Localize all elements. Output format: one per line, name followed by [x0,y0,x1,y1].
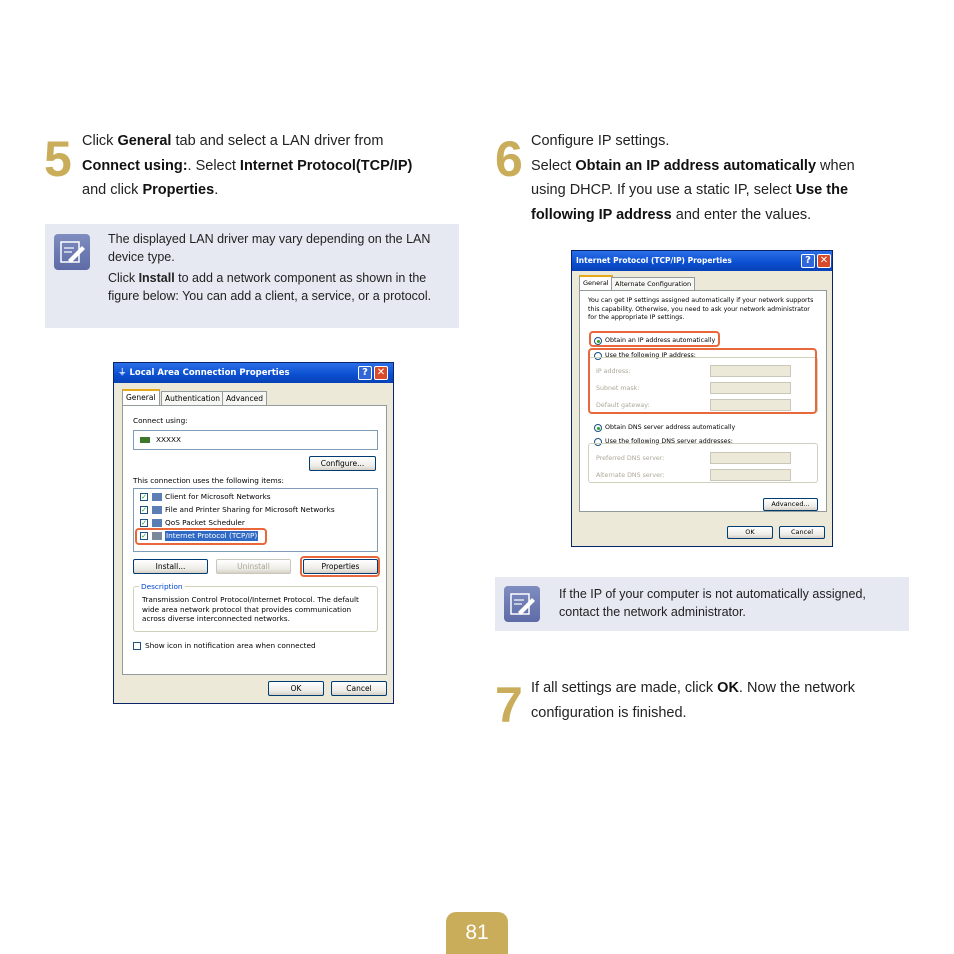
network-icon: ⏚ [118,368,130,378]
cancel-button[interactable]: Cancel [779,526,825,539]
configure-button[interactable]: Configure... [309,456,376,471]
intro-text: You can get IP settings assigned automatically if your network supports this capability. Otherwise, you need to ask your network administrator for the appropriate IP settings. [588,297,814,321]
properties-button[interactable]: Properties [303,559,378,574]
printer-icon [152,506,162,514]
tab-authentication[interactable]: Authentication [161,391,224,405]
note-text [108,231,443,309]
text: . Select [187,157,240,174]
item-checkbox[interactable]: ✓ [141,493,147,501]
step-number-7: 7 [495,677,521,733]
text-bold: Internet Protocol(TCP/IP) [239,157,413,174]
text-bold: Connect using: [82,157,188,174]
adapter-icon [140,437,150,443]
show-icon-checkbox[interactable] [133,642,141,650]
close-button[interactable]: ✕ [817,254,831,268]
tcpip-properties-dialog [571,250,833,547]
text-bold: Use the [795,182,849,198]
tab-general[interactable]: General [122,389,160,405]
cancel-button[interactable]: Cancel [331,681,387,696]
text-bold: Install [138,271,175,285]
note-paragraph [108,270,443,305]
text-bold: OK [717,680,739,696]
alternate-dns-label: Alternate DNS server: [596,472,665,479]
connect-using-label: Connect using: [133,416,188,425]
list-item[interactable]: Client for Microsoft Networks [165,492,271,501]
preferred-dns-field [710,452,791,464]
description-text: Transmission Control Protocol/Internet Protocol. The default wide area network protocol that provides communication across diverse interconnected networks. [142,595,359,623]
adapter-field[interactable] [133,430,378,450]
ok-button[interactable]: OK [268,681,324,696]
description-group [133,582,378,632]
scheduler-icon [152,519,162,527]
uninstall-button: Uninstall [216,559,291,574]
text: configuration is finished. [531,704,687,721]
tab-alternate-configuration[interactable]: Alternate Configuration [611,277,695,291]
text: Click [108,271,139,285]
page-number: 81 [446,912,508,954]
dialog-titlebar[interactable] [572,251,832,271]
note-pencil-icon [504,586,540,622]
obtain-dns-radio[interactable] [594,424,602,432]
tab-general[interactable]: General [579,275,613,291]
text: . [214,182,219,198]
client-icon [152,493,162,501]
list-item-selected[interactable]: Internet Protocol (TCP/IP) [166,531,258,540]
static-ip-highlight [588,348,817,414]
text: and enter the values. [671,206,812,223]
note-box [495,577,909,631]
tcpip-highlight [135,528,267,545]
text-bold: Properties [142,182,215,198]
general-panel [579,290,827,512]
dialog-title: Local Area Connection Properties [129,368,290,378]
dialog-title: Internet Protocol (TCP/IP) Properties [576,256,732,265]
use-ip-label[interactable]: Use the following IP address: [605,352,696,359]
alternate-dns-field [710,469,791,481]
local-area-connection-dialog [113,362,394,704]
item-checkbox[interactable]: ✓ [141,519,147,527]
advanced-button[interactable]: Advanced... [763,498,818,511]
adapter-name: XXXXX [156,435,181,444]
item-checkbox[interactable]: ✓ [141,506,147,514]
item-checkbox[interactable]: ✓ [141,532,147,540]
subnet-mask-label: Subnet mask: [596,385,640,392]
help-button[interactable]: ? [358,366,372,380]
step-number-5: 5 [44,131,70,187]
text-bold: Obtain an IP address automatically [575,157,817,174]
text: using DHCP. If you use a static IP, select [531,182,796,198]
close-button[interactable]: ✕ [374,366,388,380]
help-button[interactable]: ? [801,254,815,268]
show-icon-label: Show icon in notification area when connected [145,641,316,650]
install-button[interactable]: Install... [133,559,208,574]
note-box [45,224,459,328]
obtain-ip-label[interactable]: Obtain an IP address automatically [605,337,716,344]
dialog-titlebar[interactable] [114,363,393,383]
obtain-dns-label[interactable]: Obtain DNS server address automatically [605,424,736,431]
ip-address-label: IP address: [596,368,631,375]
text: Click [82,133,118,149]
properties-highlight [300,556,380,577]
obtain-ip-highlight [589,331,720,347]
step-5-text [82,129,462,203]
text: when [816,157,855,174]
text: . Now the network [738,680,855,696]
text: Select [531,157,576,174]
list-item[interactable]: File and Printer Sharing for Microsoft Networks [165,505,335,514]
text: If all settings are made, click [531,680,718,696]
step-number-6: 6 [495,131,521,187]
note-paragraph: The displayed LAN driver may vary depending on the LAN device type. [108,232,431,264]
default-gateway-label: Default gateway: [596,402,650,409]
description-title: Description [141,582,183,591]
text: to add a network component as shown in the figure below: You can add a client, a service, or a protocol. [108,271,432,303]
items-label: This connection uses the following items: [133,476,284,485]
list-item[interactable]: QoS Packet Scheduler [165,518,245,527]
general-panel [122,405,387,675]
text: and click [82,182,143,198]
text-bold: following IP address [531,206,672,223]
tab-advanced[interactable]: Advanced [222,391,267,405]
text-bold: General [117,133,172,149]
ok-button[interactable]: OK [727,526,773,539]
note-pencil-icon [54,234,90,270]
text: Configure IP settings. [531,133,670,149]
step-7-text [531,676,911,725]
step-6-text [531,129,911,227]
use-dns-label[interactable]: Use the following DNS server addresses: [605,438,733,445]
note-text: If the IP of your computer is not automatically assigned, contact the network administrator. [559,587,866,619]
text: tab and select a LAN driver from [171,133,384,149]
preferred-dns-label: Preferred DNS server: [596,455,665,462]
